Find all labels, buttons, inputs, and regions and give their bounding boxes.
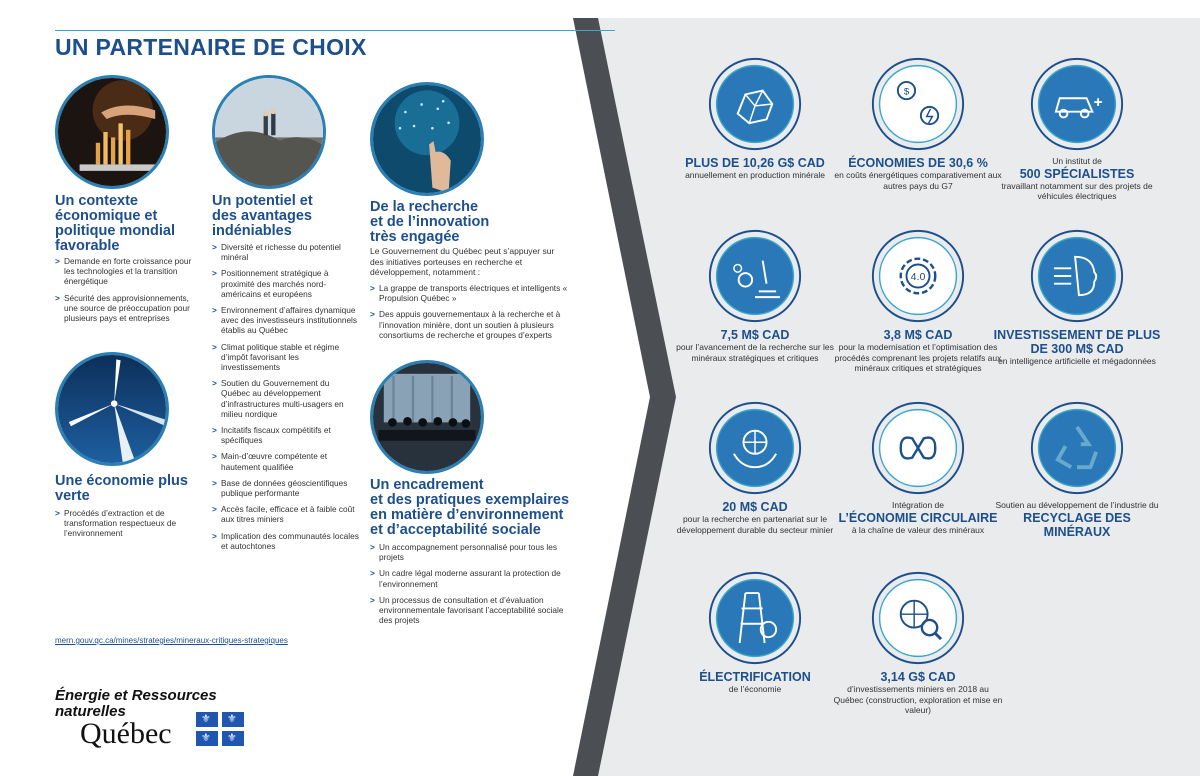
stat-block <box>670 156 840 181</box>
heading-line: verte <box>55 488 90 504</box>
bullets-economic-context <box>55 256 203 329</box>
stat-text: de l’économie <box>728 684 782 694</box>
stat-head: ÉLECTRIFICATION <box>699 670 811 684</box>
heading-line: favorable <box>55 238 120 254</box>
svg-text:$: $ <box>903 86 910 98</box>
heading-line: et de l’innovation <box>370 214 490 230</box>
heading-line: en matière d’environnement <box>370 507 564 523</box>
list-item: > Un accompagnement personnalisé pour tous les projets <box>370 542 575 562</box>
stat-head: INVESTISSEMENT DE PLUS DE 300 M$ CAD <box>993 328 1161 356</box>
stat-text: annuellement en production minérale <box>685 170 825 180</box>
heading-greener-economy <box>55 474 205 504</box>
heading-line: indéniables <box>212 223 292 239</box>
heading-line: Un contexte <box>55 193 138 209</box>
stat-block <box>833 328 1003 374</box>
industry-4-gear-icon <box>870 228 966 324</box>
stat-text: pour l’avancement de la recherche sur les minéraux stratégiques et critiques <box>676 342 834 363</box>
microscope-research-icon <box>707 228 803 324</box>
stat-text: pour la recherche en partenariat sur le développement durable du secteur minier <box>676 514 834 535</box>
photo-economic-context <box>55 75 169 189</box>
list-item: > La grappe de transports électriques et intelligents « Propulsion Québec » <box>370 283 570 303</box>
stat-head: 3,14 G$ CAD <box>880 670 956 684</box>
stat-block <box>670 328 840 363</box>
list-item: > Environnement d’affaires dynamique avec des investisseurs institutionnels établis au Québec <box>212 305 360 336</box>
heading-line: politique mondial <box>55 223 176 239</box>
stat-text: travaillant notamment sur des projets de véhicules électriques <box>1001 180 1153 201</box>
stat-block <box>833 156 1003 191</box>
circular-economy-icon <box>870 400 966 496</box>
heading-line: Un potentiel et <box>212 193 313 209</box>
quebec-flag-icon: ⚜ ⚜ ⚜ ⚜ <box>196 712 244 746</box>
list-item: > Positionnement stratégique à proximité des marchés nord-américains et européens <box>212 268 360 299</box>
logo-line: Énergie et Ressources <box>55 687 217 704</box>
heading-research <box>370 200 570 245</box>
bullets-framework <box>370 542 575 631</box>
stat-text: en coûts énergétiques comparativement aux autres pays du G7 <box>834 170 1002 191</box>
stat-block <box>670 500 840 535</box>
stat-text: d’investissements miniers en 2018 au Québec (construction, exploration et mise en valeur) <box>833 684 1003 715</box>
power-pylon-icon <box>707 570 803 666</box>
stat-pre: Un institut de <box>1052 156 1102 166</box>
photo-meeting <box>370 360 484 474</box>
svg-text:4.0: 4.0 <box>910 270 926 283</box>
bullets-greener-economy <box>55 508 203 545</box>
stat-block <box>992 328 1162 367</box>
list-item: > Soutien du Gouvernement du Québec au développement d’infrastructures multi-usagers en milieu nordique <box>212 378 360 419</box>
photo-wind-turbine <box>55 352 169 466</box>
title-rule <box>55 30 615 31</box>
list-item: > Diversité et richesse du potentiel minéral <box>212 242 360 262</box>
list-item: > Implication des communautés locales et autochtones <box>212 531 360 551</box>
stat-head: 20 M$ CAD <box>722 500 788 514</box>
list-item: > Incitatifs fiscaux compétitifs et spécifiques <box>212 425 360 445</box>
energy-savings-cycle-icon <box>870 56 966 152</box>
mineral-rock-icon <box>707 56 803 152</box>
photo-innovation-hand <box>370 82 484 196</box>
heading-line: économique et <box>55 208 158 224</box>
stat-block <box>670 670 840 695</box>
heading-line: De la recherche <box>370 199 479 215</box>
list-item: > Accès facile, efficace et à faible coût aux titres miniers <box>212 504 360 524</box>
list-item: > Demande en forte croissance pour les technologies et la transition énergétique <box>55 256 203 287</box>
stat-text: en intelligence artificielle et mégadonnées <box>998 356 1156 366</box>
stat-head: ÉCONOMIES DE 30,6 % <box>848 156 988 170</box>
stat-block <box>833 670 1003 716</box>
stat-head: RECYCLAGE DES MINÉRAUX <box>1023 510 1131 539</box>
heading-line: des avantages <box>212 208 312 224</box>
research-intro: Le Gouvernement du Québec peut s’appuyer sur des initiatives porteuses en recherche et développement, notamment : <box>370 246 555 277</box>
list-item: > Des appuis gouvernementaux à la recherche et à l’innovation minière, dont un soutien à plusieurs consortiums de recherche et groupes d’experts <box>370 309 570 340</box>
list-item: > Un cadre légal moderne assurant la protection de l’environnement <box>370 568 575 588</box>
stat-head: 500 SPÉCIALISTES <box>1019 166 1135 181</box>
list-item: > Base de données géoscientifiques publique performante <box>212 478 360 498</box>
heading-line: très engagée <box>370 229 460 245</box>
recycling-icon <box>1029 400 1125 496</box>
strategy-link[interactable]: mern.gouv.qc.ca/mines/strategies/mineraux-critiques-strategiques <box>55 636 288 645</box>
photo-mining-site <box>212 75 326 189</box>
stat-head: 3,8 M$ CAD <box>883 328 953 342</box>
list-item: > Un processus de consultation et d’évaluation environnementale favorisant l’acceptabilité sociale des projets <box>370 595 575 626</box>
ai-brain-icon <box>1029 228 1125 324</box>
heading-economic-context <box>55 194 205 254</box>
logo-ministry-name <box>55 688 217 720</box>
list-item: > Main-d’œuvre compétente et hautement qualifiée <box>212 451 360 471</box>
stat-head: 7,5 M$ CAD <box>720 328 790 342</box>
list-item: > Procédés d’extraction et de transformation respectueux de l’environnement <box>55 508 203 539</box>
bullets-research <box>370 283 570 346</box>
stat-pre: Soutien au développement de l’industrie du <box>995 500 1159 510</box>
stat-text: à la chaîne de valeur des minéraux <box>851 524 985 535</box>
heading-line: et d’acceptabilité sociale <box>370 522 541 538</box>
stat-block <box>992 500 1162 539</box>
logo-line: naturelles <box>55 703 126 720</box>
stat-block <box>833 500 1003 535</box>
stat-block <box>992 156 1162 202</box>
heading-line: Une économie plus <box>55 473 188 489</box>
stat-head: L’ÉCONOMIE CIRCULAIRE <box>838 510 998 525</box>
heading-potential <box>212 194 362 239</box>
stat-head: PLUS DE 10,26 G$ CAD <box>685 156 825 170</box>
hands-globe-icon <box>707 400 803 496</box>
heading-framework <box>370 478 570 538</box>
electric-car-icon <box>1029 56 1125 152</box>
page-title: UN PARTENAIRE DE CHOIX <box>55 34 367 60</box>
list-item: > Climat politique stable et régime d’impôt favorisant les investissements <box>212 342 360 373</box>
stat-pre: Intégration de <box>892 500 944 510</box>
list-item: > Sécurité des approvisionnements, une source de préoccupation pour plusieurs pays et entreprises <box>55 293 203 324</box>
logo-quebec-wordmark: Québec <box>80 717 172 750</box>
stat-text: pour la modernisation et l’optimisation des procédés comprenant les projets relatifs aux minéraux critiques et stratégiques <box>834 342 1002 373</box>
heading-line: Un encadrement <box>370 477 484 493</box>
heading-line: et des pratiques exemplaires <box>370 492 570 508</box>
bullets-potential <box>212 242 360 557</box>
globe-investment-icon <box>870 570 966 666</box>
